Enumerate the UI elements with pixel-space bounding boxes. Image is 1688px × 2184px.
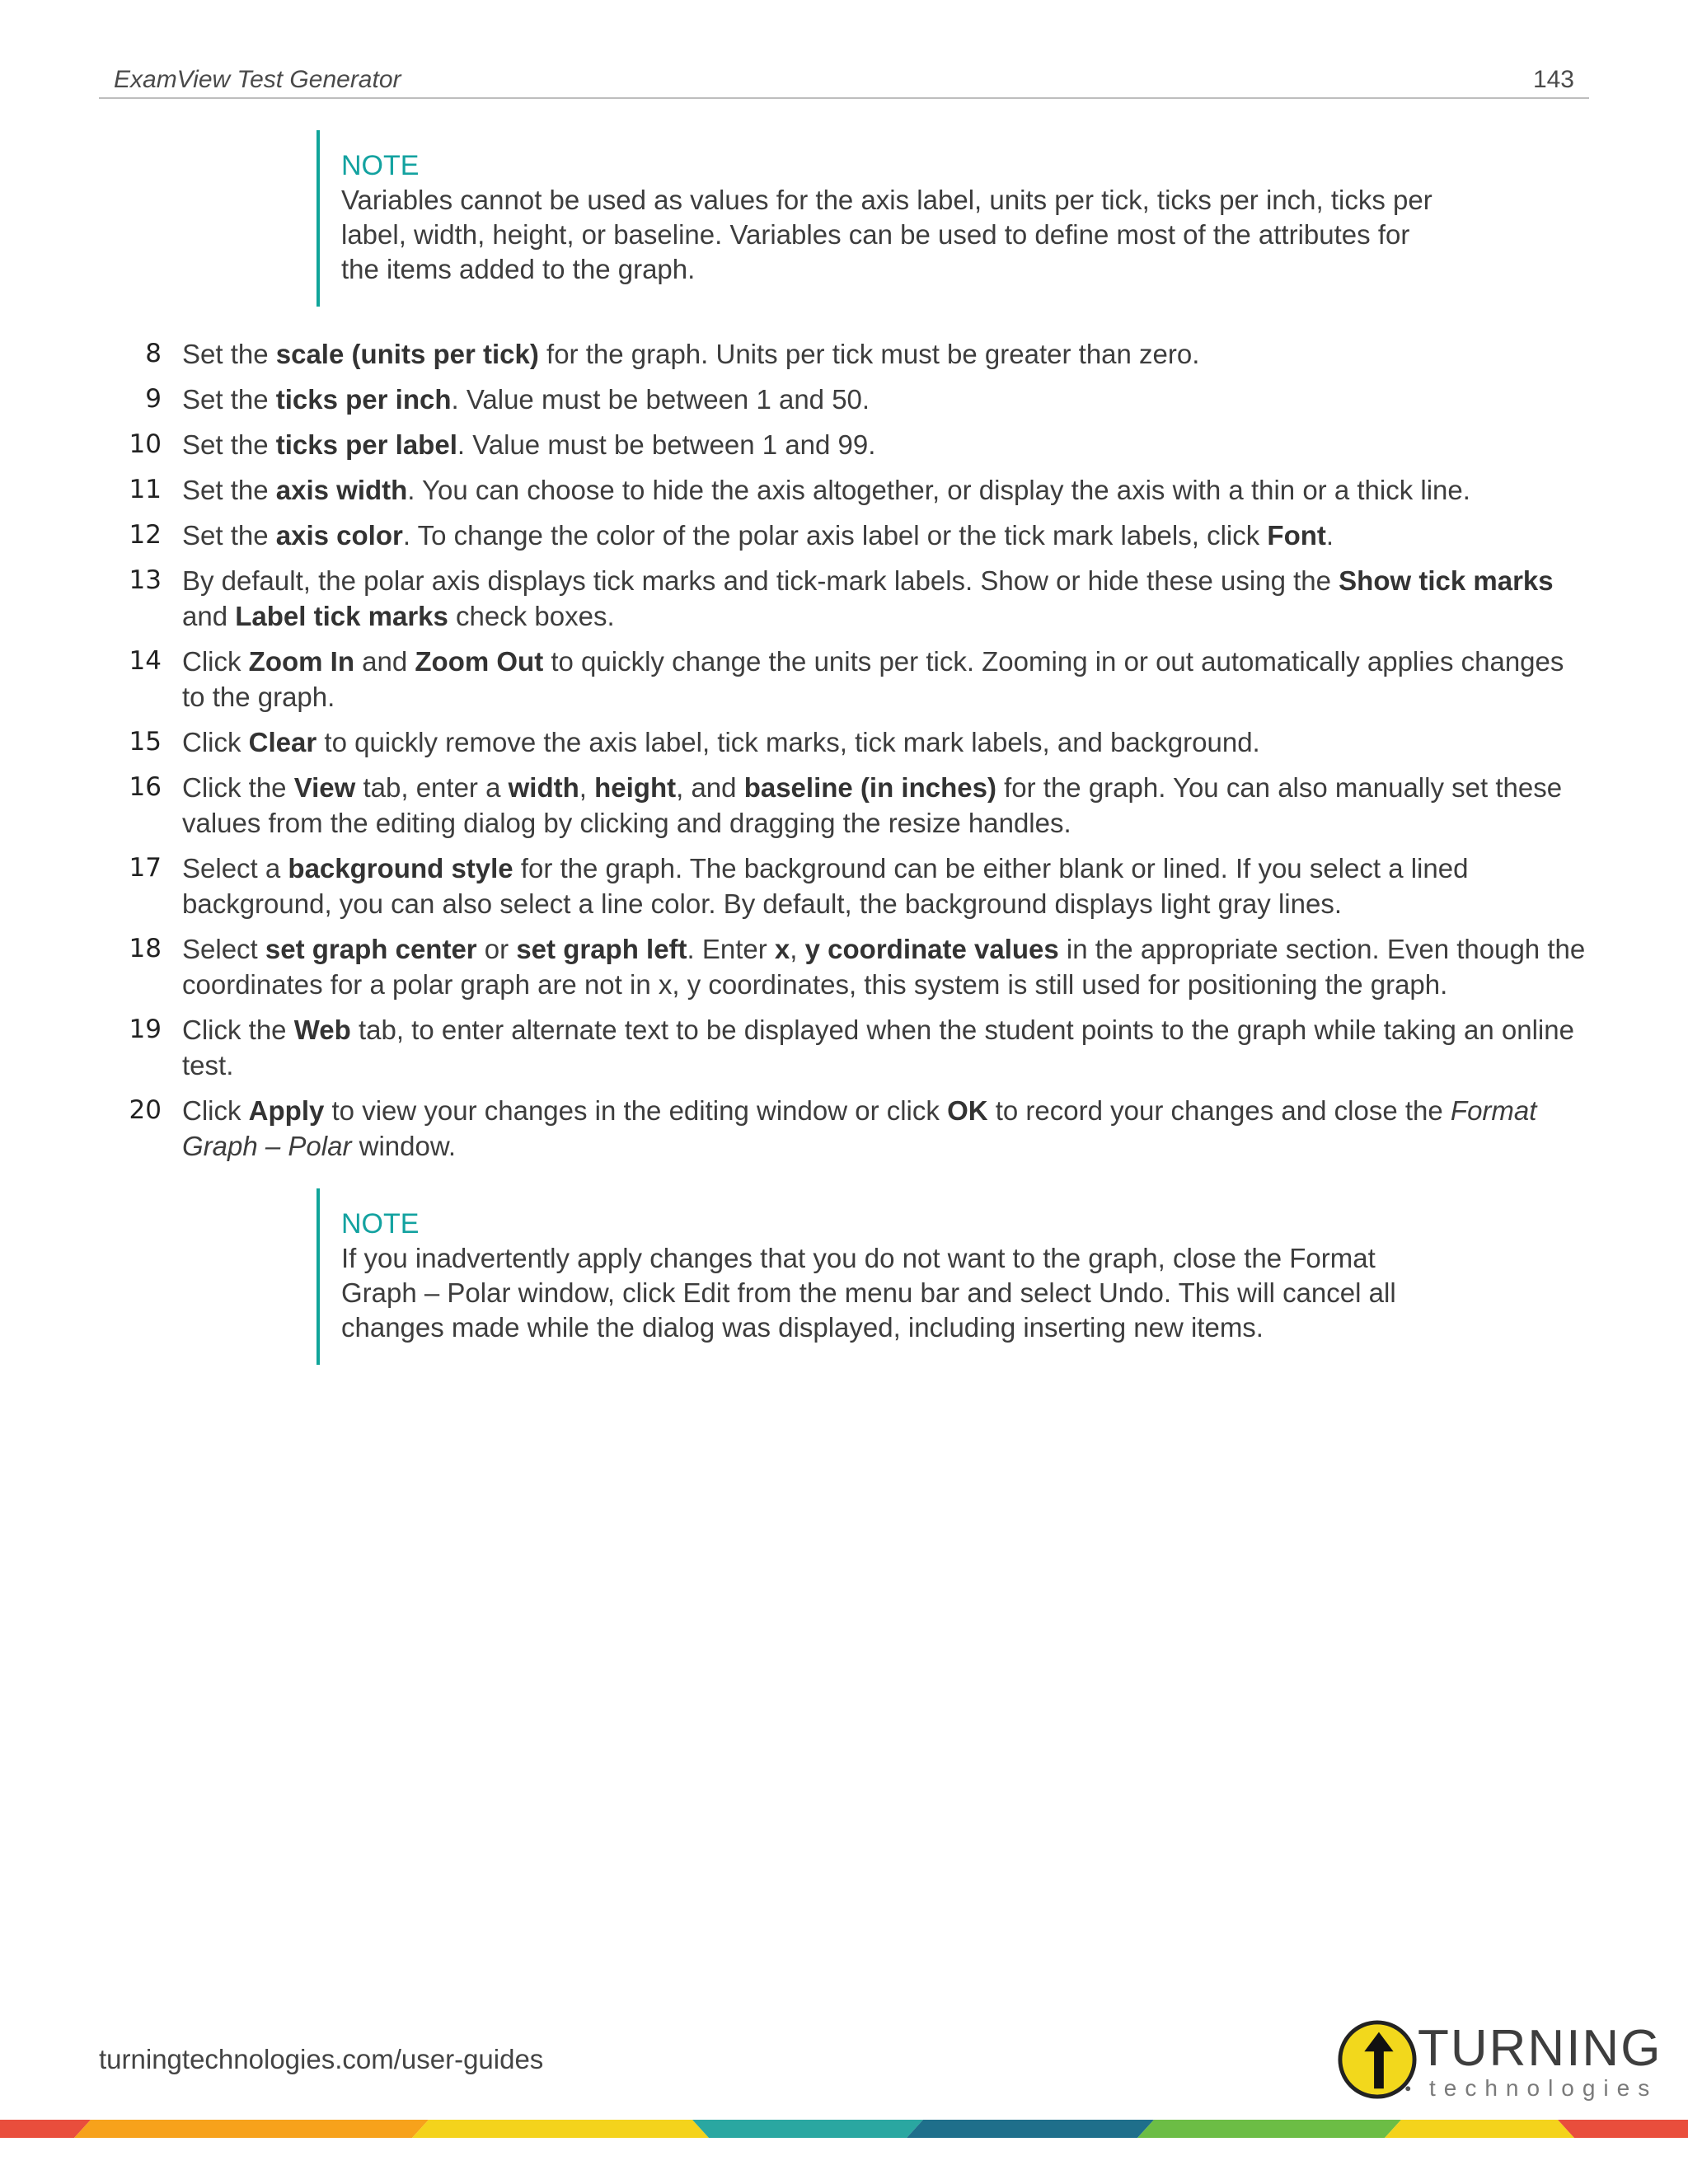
text-run: tab, to enter alternate text to be displayed when the student points to the graph while taking an online test. — [182, 1015, 1574, 1080]
bold-term: Show tick marks — [1339, 565, 1554, 596]
step-text — [182, 427, 1591, 462]
footer-color-stripe — [0, 2113, 1688, 2138]
bold-term: View — [293, 772, 356, 803]
text-run: Click — [182, 646, 249, 677]
logo-wordmark: TURNING — [1418, 2020, 1662, 2077]
step-number: 16 — [129, 772, 162, 802]
step-number: 20 — [129, 1095, 162, 1125]
list-item — [115, 1093, 1591, 1164]
text-run: . Value must be between 1 and 99. — [457, 429, 876, 460]
step-text — [182, 518, 1591, 553]
step-number: 8 — [145, 339, 162, 368]
note-label: NOTE — [341, 1208, 420, 1240]
text-run: . — [1325, 520, 1334, 551]
text-run: to quickly change the units per tick. Zooming in or out automatically applies changes to the graph. — [182, 646, 1564, 712]
step-text — [182, 770, 1591, 841]
bold-term: scale (units per tick) — [275, 339, 539, 369]
list-item — [115, 1012, 1591, 1083]
turning-technologies-logo — [1337, 2019, 1662, 2102]
list-item — [115, 427, 1591, 462]
text-run: Select a — [182, 853, 288, 883]
text-run: in the appropriate section. Even though the coordinates for a polar graph are not in x, y coordinates, this system is still used for positioning the graph. — [182, 934, 1586, 1000]
list-item — [115, 851, 1591, 921]
step-number: 19 — [129, 1015, 162, 1044]
list-item — [115, 931, 1591, 1002]
text-run: Set the — [182, 475, 276, 505]
list-item — [115, 770, 1591, 841]
text-run: Set the — [182, 339, 276, 369]
step-text — [182, 563, 1591, 634]
text-run: and — [354, 646, 415, 677]
step-number: 13 — [129, 565, 162, 595]
page-header — [99, 63, 1589, 99]
step-text — [182, 1093, 1591, 1164]
note-callout-bottom — [316, 1188, 1479, 1365]
text-run: Set the — [182, 384, 276, 415]
footer-url: turningtechnologies.com/user-guides — [99, 2044, 544, 2074]
bold-term: y coordinate values — [804, 934, 1059, 964]
step-text — [182, 472, 1591, 508]
list-item — [115, 518, 1591, 553]
text-run: Click the — [182, 772, 294, 803]
text-run: for the graph. You can also manually set these values from the editing dialog by clicking and dragging the resize handles. — [182, 772, 1563, 838]
text-run: to record your changes and close the — [987, 1095, 1451, 1126]
text-run: Select — [182, 934, 265, 964]
step-number: 9 — [145, 384, 162, 414]
text-run: for the graph. The background can be either blank or lined. If you select a lined background, you can also select a line color. By default, the background displays light gray lines. — [182, 853, 1469, 919]
bold-term: Apply — [248, 1095, 325, 1126]
text-run: . To change the color of the polar axis label or the tick mark labels, click — [402, 520, 1268, 551]
list-item — [115, 336, 1591, 372]
text-run: . You can choose to hide the axis altogether, or display the axis with a thin or a thick line. — [407, 475, 1470, 505]
turning-arrow-logo-icon — [1337, 2019, 1418, 2100]
text-run: to quickly remove the axis label, tick marks, tick mark labels, and background. — [316, 727, 1260, 757]
step-text — [182, 931, 1591, 1002]
step-number: 15 — [129, 727, 162, 757]
step-text — [182, 382, 1591, 417]
text-run: check boxes. — [448, 601, 615, 631]
steps-list — [115, 336, 1591, 1174]
text-run: Click — [182, 727, 249, 757]
step-number: 18 — [129, 934, 162, 963]
bold-term: ticks per inch — [275, 384, 452, 415]
italic-term: Format Graph – Polar — [182, 1095, 1537, 1161]
document-title: ExamView Test Generator — [114, 66, 401, 93]
step-number: 11 — [129, 475, 162, 504]
bold-term: OK — [947, 1095, 988, 1126]
text-run: for the graph. Units per tick must be greater than zero. — [538, 339, 1200, 369]
text-run: Click the — [182, 1015, 294, 1045]
bold-term: width — [508, 772, 579, 803]
bold-term: x — [774, 934, 790, 964]
bold-term: Web — [293, 1015, 351, 1045]
text-run: Set the — [182, 520, 276, 551]
note-callout — [316, 130, 1479, 307]
page-number: 143 — [1532, 66, 1574, 93]
bold-term: set graph center — [265, 934, 477, 964]
bold-term: ticks per label — [275, 429, 457, 460]
bold-term: axis width — [275, 475, 408, 505]
note-label: NOTE — [341, 150, 420, 181]
text-run: window. — [351, 1131, 457, 1161]
note-text: If you inadvertently apply changes that you do not want to the graph, close the Format Graph – Polar window, click Edit from the menu bar and select Undo. This will cancel all changes made while the dialog was displayed, including inserting new items. — [341, 1243, 1396, 1343]
bold-term: background style — [288, 853, 513, 883]
step-number: 14 — [129, 646, 162, 676]
step-text — [182, 1012, 1591, 1083]
bold-term: set graph left — [516, 934, 687, 964]
text-run: to view your changes in the editing window or click — [324, 1095, 948, 1126]
step-text — [182, 724, 1591, 760]
text-run: and — [182, 601, 236, 631]
bold-term: height — [594, 772, 677, 803]
text-run: , — [579, 772, 595, 803]
bold-term: Zoom Out — [415, 646, 544, 677]
text-run: Click — [182, 1095, 249, 1126]
bold-term: baseline (in inches) — [743, 772, 996, 803]
list-item — [115, 382, 1591, 417]
text-run: , — [790, 934, 805, 964]
note-text: Variables cannot be used as values for the axis label, units per tick, ticks per inch, ticks per label, width, height, or baseline. Variables can be used to define most of the attributes for the items added to the graph. — [341, 185, 1432, 284]
step-number: 12 — [129, 520, 162, 550]
bold-term: Font — [1267, 520, 1326, 551]
logo-subtext: technologies — [1429, 2075, 1658, 2101]
list-item — [115, 472, 1591, 508]
text-run: tab, enter a — [355, 772, 509, 803]
text-run: . Value must be between 1 and 50. — [451, 384, 870, 415]
bold-term: Label tick marks — [235, 601, 448, 631]
text-run: or — [476, 934, 517, 964]
list-item — [115, 563, 1591, 634]
bold-term: axis color — [275, 520, 403, 551]
text-run: . Enter — [687, 934, 775, 964]
step-text — [182, 851, 1591, 921]
text-run: Set the — [182, 429, 276, 460]
list-item — [115, 644, 1591, 715]
bold-term: Clear — [248, 727, 317, 757]
text-run: By default, the polar axis displays tick marks and tick-mark labels. Show or hide these using the — [182, 565, 1339, 596]
list-item — [115, 724, 1591, 760]
step-number: 10 — [129, 429, 162, 459]
step-number: 17 — [129, 853, 162, 883]
bold-term: Zoom In — [248, 646, 354, 677]
step-text — [182, 336, 1591, 372]
text-run: , and — [676, 772, 744, 803]
step-text — [182, 644, 1591, 715]
